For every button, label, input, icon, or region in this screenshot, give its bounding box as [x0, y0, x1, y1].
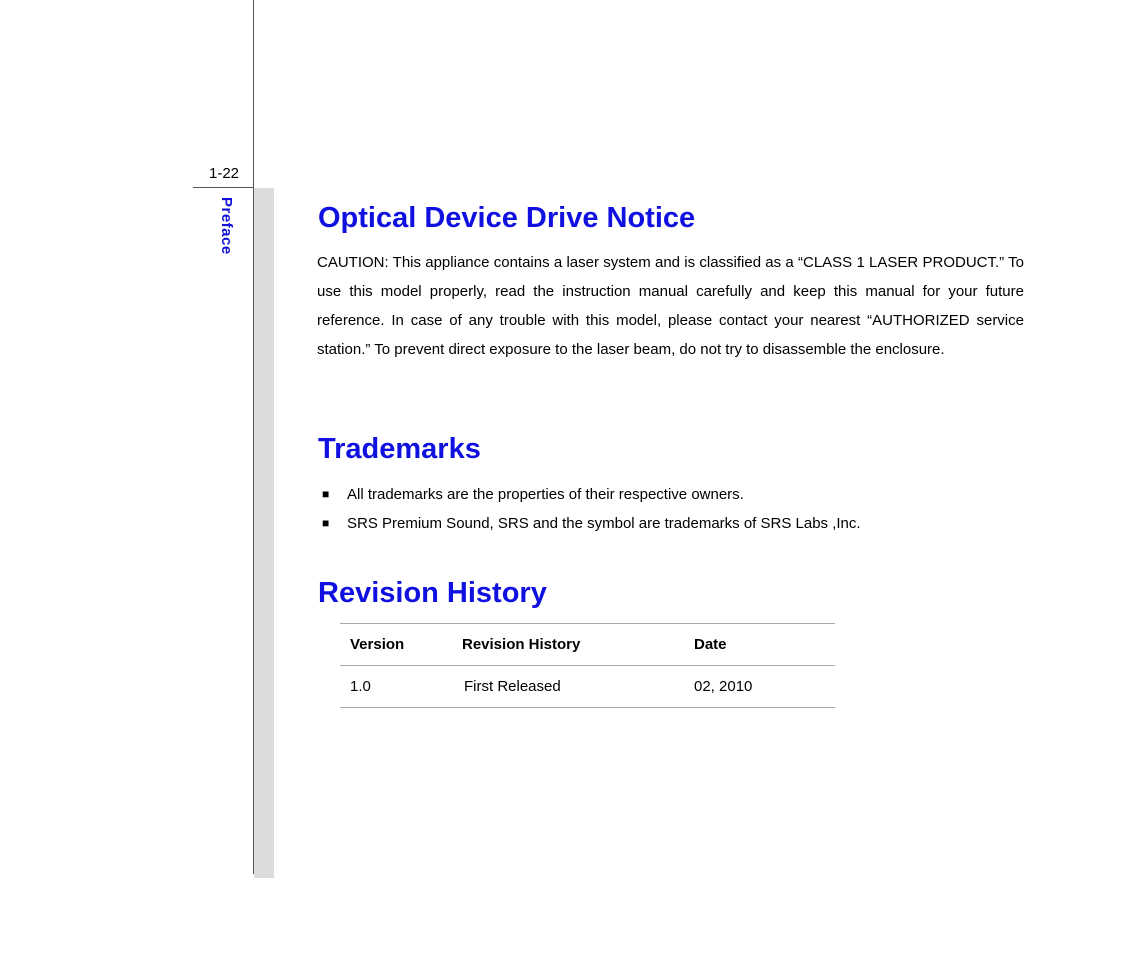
column-header-date: Date: [694, 636, 727, 653]
square-bullet-icon: ■: [322, 487, 330, 501]
column-header-revision-history: Revision History: [462, 636, 581, 653]
cell-revision: First Released: [464, 678, 561, 695]
list-item: ■ SRS Premium Sound, SRS and the symbol are trademarks of SRS Labs ,Inc.: [317, 509, 1024, 538]
page-number-rule: [193, 187, 254, 188]
trademarks-heading: Trademarks: [318, 433, 481, 465]
optical-drive-notice-text: CAUTION: This appliance contains a laser system and is classified as a “CLASS 1 LASER PRODUCT.” To use this model properly, read the instruction manual carefully and keep this manual for your future reference. In case of any trouble with this model, please contact your nearest “AUTHORIZED service station.” To prevent direct exposure to the laser beam, do not try to disassemble the enclosure.: [317, 254, 1024, 358]
section-label: Preface: [218, 197, 235, 255]
margin-gray-band: [254, 188, 274, 878]
list-item: ■ All trademarks are the properties of their respective owners.: [317, 480, 1024, 509]
column-header-version: Version: [350, 636, 405, 653]
trademarks-list: [317, 480, 1024, 538]
table-header-row: [340, 624, 835, 666]
cell-version: 1.0: [350, 678, 371, 695]
revision-history-heading: Revision History: [318, 577, 547, 609]
cell-date: 02, 2010: [694, 678, 753, 695]
square-bullet-icon: ■: [322, 516, 330, 530]
table-row: [340, 666, 835, 708]
page-number: 1-22: [209, 165, 240, 182]
revision-history-table: [340, 623, 835, 708]
optical-drive-heading: Optical Device Drive Notice: [318, 202, 696, 234]
